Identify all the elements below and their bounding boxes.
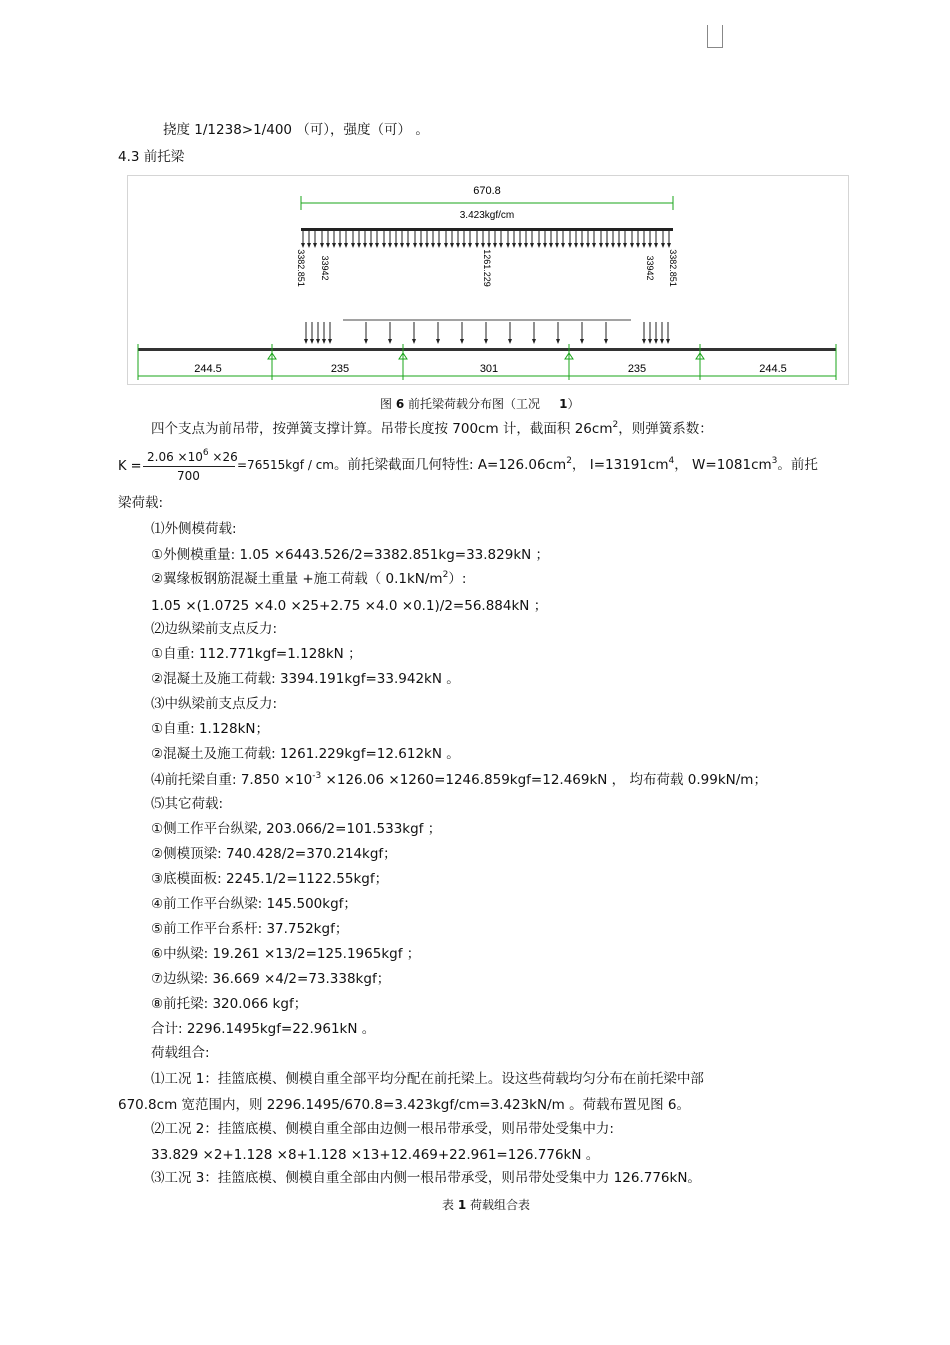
- load-arrowhead: [462, 243, 466, 248]
- item: ⑶中纵梁前支点反力:: [151, 696, 278, 712]
- load-arrowhead: [450, 243, 454, 248]
- item-text-end: ×126.06 ×1260=1246.859kgf=12.469kN ， 均布荷载 0.99kN/m；: [321, 772, 767, 788]
- load-arrowhead: [555, 243, 559, 248]
- load-arrowhead: [436, 339, 440, 344]
- item: 1.05 ×(1.0725 ×4.0 ×25+2.75 ×4.0 ×0.1)/2=56.884kN ；: [151, 598, 548, 614]
- item: ⑴外侧模荷载:: [151, 521, 237, 537]
- beam-diagram: [128, 176, 848, 384]
- case-1-cont: 670.8cm 宽范围内，则 2296.1495/670.8=3.423kgf/cm=3.423kN/m 。荷载布置见图 6。: [118, 1097, 690, 1113]
- k-numerator: [147, 450, 238, 464]
- load-arrowhead: [437, 243, 441, 248]
- load-arrowhead: [413, 243, 417, 248]
- item-text-end: ）:: [448, 571, 467, 587]
- k-denominator: 700: [177, 469, 200, 483]
- load-arrowhead: [310, 339, 314, 344]
- load-arrowhead: [636, 243, 640, 248]
- load-arrowhead: [630, 243, 634, 248]
- item: ①自重: 112.771kgf=1.128kN ；: [151, 646, 362, 662]
- k-num-text: 2.06 ×10: [147, 450, 203, 464]
- point-load-label: 3382.851: [668, 249, 678, 287]
- point-load-label: 1261.229: [482, 249, 492, 287]
- load-arrowhead: [369, 243, 373, 248]
- point-load-label: 3382.851: [296, 249, 306, 287]
- load-arrowhead: [344, 243, 348, 248]
- total: 合计: 2296.1495kgf=22.961kN 。: [151, 1021, 376, 1037]
- section-props: 。前托梁截面几何特性: A=126.06cm: [333, 457, 567, 473]
- item: ⑦边纵梁: 36.669 ×4/2=73.338kgf；: [151, 971, 391, 987]
- load-arrowhead: [617, 243, 621, 248]
- load-arrowhead: [556, 339, 560, 344]
- load-arrowhead: [648, 339, 652, 344]
- distributed-load-bar: [301, 228, 673, 231]
- spring-paragraph: [151, 420, 713, 438]
- case-2-cont: 33.829 ×2+1.128 ×8+1.128 ×13+12.469+22.961=126.776kN 。: [151, 1147, 600, 1163]
- point-load-labels: [296, 249, 678, 287]
- table-caption-number: 1: [457, 1198, 467, 1212]
- beam-load-arrows: [304, 320, 670, 344]
- item: ⑸其它荷载:: [151, 796, 224, 812]
- load-arrowhead: [574, 243, 578, 248]
- point-load-label: 33942: [320, 255, 330, 281]
- load-arrowhead: [363, 243, 367, 248]
- section-heading: 4.3 前托梁: [118, 149, 185, 165]
- load-arrowhead: [642, 243, 646, 248]
- load-arrowhead: [444, 243, 448, 248]
- load-arrowhead: [524, 243, 528, 248]
- load-arrowhead: [400, 243, 404, 248]
- load-arrowhead: [388, 243, 392, 248]
- load-arrowhead: [623, 243, 627, 248]
- item: ⑧前托梁: 320.066 kgf；: [151, 996, 308, 1012]
- fraction-bar: [143, 466, 235, 467]
- table-caption-text: 荷载组合表: [470, 1198, 531, 1212]
- combo-heading: 荷载组合:: [151, 1045, 210, 1061]
- load-arrowhead: [316, 339, 320, 344]
- item: ①自重: 1.128kN；: [151, 721, 270, 737]
- point-load-label: 33942: [645, 255, 655, 281]
- load-arrowhead: [508, 339, 512, 344]
- section-end: 。前托: [777, 457, 818, 473]
- sup: 4: [668, 456, 675, 466]
- sup: 3: [771, 456, 778, 466]
- load-arrowhead: [431, 243, 435, 248]
- load-arrowhead: [537, 243, 541, 248]
- load-distribution-figure: [127, 175, 849, 385]
- load-arrowhead: [475, 243, 479, 248]
- item: ⑥中纵梁: 19.261 ×13/2=125.1965kgf ；: [151, 946, 421, 962]
- deflection-line: 挠度 1/1238>1/400 （可），强度（可） 。: [163, 122, 429, 138]
- load-arrowhead: [667, 243, 671, 248]
- sup: 2: [566, 456, 572, 466]
- beam-load-label: 梁荷载:: [118, 495, 164, 511]
- load-arrowhead: [326, 243, 330, 248]
- item: ②侧模顶梁: 740.428/2=370.214kgf；: [151, 846, 397, 862]
- load-arrowhead: [518, 243, 522, 248]
- k-label: K =: [118, 459, 142, 474]
- case-2: ⑵工况 2：挂篮底模、侧模自重全部由边侧一根吊带承受，则吊带处受集中力:: [151, 1121, 614, 1137]
- load-arrowhead: [425, 243, 429, 248]
- load-arrowhead: [456, 243, 460, 248]
- load-arrowhead: [580, 243, 584, 248]
- page-corner-mark: [707, 25, 723, 48]
- item: [151, 570, 466, 588]
- load-arrowhead: [568, 243, 572, 248]
- load-arrowhead: [332, 243, 336, 248]
- modulus: ， W=1081cm: [674, 457, 772, 473]
- load-arrowhead: [532, 339, 536, 344]
- load-arrowhead: [654, 243, 658, 248]
- case-3: ⑶工况 3：挂篮底模、侧模自重全部由内侧一根吊带承受，则吊带处受集中力 126.776kN。: [151, 1170, 701, 1186]
- load-arrowhead: [484, 339, 488, 344]
- beam: [138, 348, 836, 351]
- sup: -3: [312, 771, 322, 781]
- load-arrowhead: [642, 339, 646, 344]
- item: ⑵边纵梁前支点反力:: [151, 621, 278, 637]
- load-arrowhead: [468, 243, 472, 248]
- load-arrowhead: [320, 243, 324, 248]
- load-arrowhead: [357, 243, 361, 248]
- segment-label: 235: [627, 363, 647, 375]
- k-result-value: =76515kgf / cm: [237, 458, 334, 472]
- load-arrowhead: [648, 243, 652, 248]
- caption-prefix: 图: [380, 397, 393, 411]
- load-label: 3.423kgf/cm: [459, 210, 515, 221]
- item: ②混凝土及施工荷载: 3394.191kgf=33.942kN 。: [151, 671, 460, 687]
- load-arrowhead: [605, 243, 609, 248]
- load-arrowhead: [364, 339, 368, 344]
- load-arrowhead: [304, 339, 308, 344]
- load-arrowhead: [561, 243, 565, 248]
- load-arrowhead: [661, 243, 665, 248]
- load-arrowhead: [301, 243, 305, 248]
- item-text: ⑷前托梁自重: 7.850 ×10: [151, 772, 313, 788]
- load-arrowhead: [549, 243, 553, 248]
- item: ④前工作平台纵梁: 145.500kgf；: [151, 896, 357, 912]
- load-arrowhead: [406, 243, 410, 248]
- segment-label: 244.5: [759, 363, 787, 375]
- load-arrowhead: [412, 339, 416, 344]
- caption-close: ）: [567, 397, 580, 411]
- sup: 6: [202, 448, 209, 458]
- item-text: ②翼缘板钢筋混凝土重量 +施工荷载（ 0.1kN/m: [151, 571, 443, 587]
- load-arrowhead: [599, 243, 603, 248]
- load-arrowhead: [493, 243, 497, 248]
- item: ③底模面板: 2245.1/2=1122.55kgf；: [151, 871, 389, 887]
- load-arrowhead: [611, 243, 615, 248]
- table-caption-prefix: 表: [442, 1198, 455, 1212]
- item: ⑤前工作平台系杆: 37.752kgf；: [151, 921, 349, 937]
- load-arrowhead: [666, 339, 670, 344]
- sup: 2: [612, 420, 619, 430]
- load-arrowhead: [530, 243, 534, 248]
- load-arrowhead: [419, 243, 423, 248]
- inertia: ， I=13191cm: [571, 457, 669, 473]
- table-caption: [442, 1196, 530, 1213]
- load-arrowhead: [543, 243, 547, 248]
- load-arrowhead: [351, 243, 355, 248]
- spring-text-end: ，则弹簧系数：: [618, 421, 713, 437]
- case-1: ⑴工况 1：挂篮底模、侧模自重全部平均分配在前托梁上。设这些荷载均匀分布在前托梁中部: [151, 1071, 704, 1087]
- load-arrowhead: [660, 339, 664, 344]
- load-arrowhead: [388, 339, 392, 344]
- load-arrowhead: [592, 243, 596, 248]
- item: ①外侧模重量: 1.05 ×6443.526/2=3382.851kg=33.829kN ；: [151, 547, 550, 563]
- k-num-text2: ×26: [208, 450, 238, 464]
- load-arrowhead: [328, 339, 332, 344]
- load-arrowhead: [460, 339, 464, 344]
- load-arrowhead: [487, 243, 491, 248]
- item: ①侧工作平台纵梁, 203.066/2=101.533kgf ；: [151, 821, 442, 837]
- load-arrowhead: [506, 243, 510, 248]
- load-arrowhead: [322, 339, 326, 344]
- caption-number: 6: [395, 397, 405, 411]
- spring-text: 四个支点为前吊带，按弹簧支撑计算。吊带长度按 700cm 计，截面积 26cm: [151, 421, 613, 437]
- caption-case: 1: [559, 397, 568, 411]
- load-arrowhead: [499, 243, 503, 248]
- load-arrowhead: [580, 339, 584, 344]
- item: [151, 771, 767, 789]
- load-arrowhead: [375, 243, 379, 248]
- caption-text: 前托梁荷载分布图（工况: [408, 397, 541, 411]
- segment-label: 235: [330, 363, 350, 375]
- load-arrowhead: [604, 339, 608, 344]
- segment-label: 301: [479, 363, 499, 375]
- distributed-load-arrows: [301, 231, 671, 248]
- figure-caption: [380, 395, 580, 412]
- load-arrowhead: [586, 243, 590, 248]
- load-arrowhead: [481, 243, 485, 248]
- load-arrowhead: [307, 243, 311, 248]
- k-result: [237, 456, 818, 474]
- supports: [268, 353, 704, 359]
- load-arrowhead: [394, 243, 398, 248]
- span-label: 670.8: [473, 185, 501, 197]
- sup: 2: [442, 570, 449, 580]
- load-arrowhead: [313, 243, 317, 248]
- load-arrowhead: [654, 339, 658, 344]
- segment-label: 244.5: [194, 363, 222, 375]
- load-arrowhead: [512, 243, 516, 248]
- item: ②混凝土及施工荷载: 1261.229kgf=12.612kN 。: [151, 746, 460, 762]
- load-arrowhead: [382, 243, 386, 248]
- load-arrowhead: [338, 243, 342, 248]
